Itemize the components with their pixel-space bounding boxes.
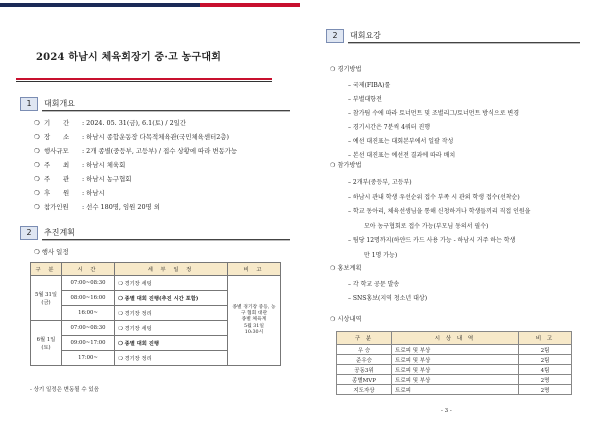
list-item: – SNS홍보(지역 청소년 대상) <box>348 295 428 302</box>
award-cell: 종별MVP <box>337 375 392 385</box>
header-bar-navy <box>0 3 200 7</box>
list-item: – 예선 대진표는 대회본부에서 일괄 작성 <box>348 138 454 145</box>
detail-cell: ❍ 경기장 정리 <box>115 306 228 321</box>
promo-title: ❍ 홍보계획 <box>330 265 362 272</box>
table-row <box>337 345 572 355</box>
award-cell: 트로피 <box>392 385 519 395</box>
time-cell: 17:00~ <box>62 351 115 366</box>
table-row <box>337 355 572 365</box>
overview-item: ❍ 행사규모 : 2개 종별(중등부, 고등부) / 접수 상황에 따라 변동가능 <box>34 147 238 155</box>
section-label: 대회개요 <box>44 99 75 108</box>
overview-item: ❍ 주 최 : 하남시 체육회 <box>34 161 126 169</box>
award-cell: 2팀 <box>519 355 572 365</box>
list-item: – 팀당 12명까지(하얀드 카드 사용 가능 - 하남시 거주 하는 학생 <box>348 237 516 244</box>
section-number: 1 <box>20 97 38 111</box>
award-cell: 2팀 <box>519 345 572 355</box>
award-cell: 우 승 <box>337 345 392 355</box>
header-bar-red <box>200 3 300 7</box>
table-header: 구 분 <box>337 332 392 345</box>
day-cell: 5월 31일 (금) <box>31 276 62 321</box>
award-cell: 트로피 및 부상 <box>392 365 519 375</box>
list-item: – 하남시 관내 학생 우선순위 접수 부족 시 관외 학생 접수(선착순) <box>348 193 520 201</box>
table-header: 세 부 일 정 <box>115 263 228 276</box>
time-cell: 09:00~17:00 <box>62 336 115 351</box>
list-item: – 참가팀 수에 따라 토너먼트 및 조별리그/토너먼트 방식으로 변경 <box>348 110 519 117</box>
list-item: – 2개부(중등부, 고등부) <box>348 179 412 186</box>
day-cell: 6월 1일 (토) <box>31 321 62 366</box>
detail-cell: ❍ 경기장 세팅 <box>115 276 228 291</box>
section-number: 2 <box>326 29 344 43</box>
table-row <box>337 365 572 375</box>
award-cell: 지도자상 <box>337 385 392 395</box>
award-cell: 4팀 <box>519 365 572 375</box>
table-header: 구 분 <box>31 263 62 276</box>
section-label: 추진계획 <box>44 228 75 237</box>
table-header: 비 고 <box>228 263 281 276</box>
list-item: – 본선 대진표는 예선전 결과에 따라 배치 <box>348 152 456 159</box>
section-plan-header <box>20 226 290 238</box>
time-cell: 08:00~16:00 <box>62 291 115 306</box>
award-title: ❍ 시상내역 <box>330 316 362 323</box>
award-cell: 준우승 <box>337 355 392 365</box>
title-rule <box>16 78 272 80</box>
section-overview-header <box>20 97 290 109</box>
list-item: – 부별대항전 <box>348 96 382 103</box>
schedule-footnote: - 상기 일정은 변동될 수 있음 <box>30 387 100 393</box>
detail-cell: ❍ 경기장 세팅 <box>115 321 228 336</box>
time-cell: 07:00~08:30 <box>62 321 115 336</box>
awards-table <box>336 331 572 395</box>
detail-cell: ❍ 종별 대회 진행(추진 시간 포함) <box>115 291 228 306</box>
overview-item: ❍ 주 관 : 하남시 농구협회 <box>34 175 132 183</box>
table-header: 시 상 내 역 <box>392 332 519 345</box>
overview-item: ❍ 참가인원 : 선수 180명, 임원 20명 외 <box>34 203 160 211</box>
award-cell: 공동3위 <box>337 365 392 375</box>
list-item: – 각 학교 공문 발송 <box>348 281 400 288</box>
table-row <box>337 385 572 395</box>
page-number: - 3 - <box>441 408 452 414</box>
detail-cell: ❍ 경기장 정리 <box>115 351 228 366</box>
section-number: 2 <box>20 226 38 240</box>
entry-title: ❍ 참가방법 <box>330 162 362 169</box>
time-cell: 07:00~08:30 <box>62 276 115 291</box>
list-item: 만 1명 가능) <box>364 251 398 259</box>
overview-item: ❍ 기 간 : 2024. 05. 31(금), 6.1(토) / 2일간 <box>34 119 187 127</box>
section-rules-header <box>326 29 586 41</box>
schedule-table <box>30 262 281 366</box>
list-item: 모아 농구협회로 접수 가능(부모님 동의서 필수) <box>364 222 489 230</box>
overview-item: ❍ 후 원 : 하남시 <box>34 189 105 197</box>
award-cell: 2명 <box>519 385 572 395</box>
table-row <box>337 375 572 385</box>
rules-title: ❍ 경기방법 <box>330 66 362 73</box>
award-cell: 2명 <box>519 375 572 385</box>
list-item: – 국제(FIBA)룰 <box>348 82 391 89</box>
list-item: – 학교 동아리, 체육선생님을 통해 신청하거나 학생들끼리 직접 인원을 <box>348 208 531 215</box>
title-rule-thin <box>16 81 272 82</box>
note-cell: 종별 경기장 중등, 농구 협회 대관 종별 체육계 5월 31일 10:30시 <box>228 276 281 366</box>
schedule-subtitle: ❍ 행사 일정 <box>34 248 69 256</box>
time-cell: 16:00~ <box>62 306 115 321</box>
table-header: 시 간 <box>62 263 115 276</box>
overview-item: ❍ 장 소 : 하남시 종합운동장 다목적체육관(국민체육센터2층) <box>34 133 229 141</box>
section-label: 대회요강 <box>350 31 381 40</box>
detail-cell: ❍ 종별 대회 진행 <box>115 336 228 351</box>
table-header: 비 고 <box>519 332 572 345</box>
award-cell: 트로피 및 부상 <box>392 355 519 365</box>
award-cell: 트로피 및 부상 <box>392 375 519 385</box>
document-title: 2024 하남시 체육회장기 중·고 농구대회 <box>36 52 222 63</box>
award-cell: 트로피 및 부상 <box>392 345 519 355</box>
list-item: – 경기시간은 7분씩 4쿼터 진행 <box>348 124 431 131</box>
